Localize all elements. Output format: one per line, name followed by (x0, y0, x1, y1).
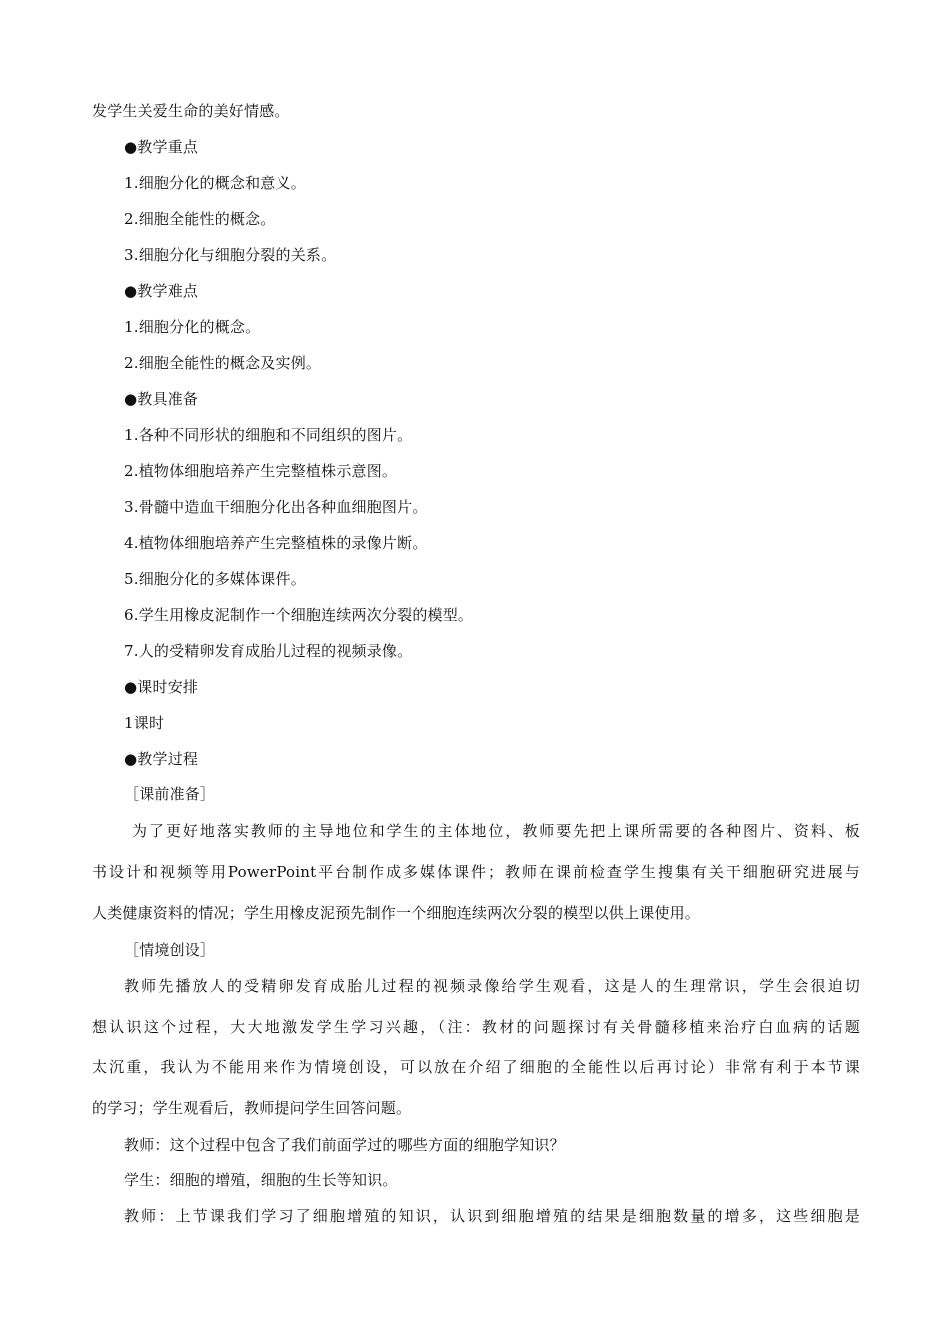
paragraph-line: 人类健康资料的情况；学生用橡皮泥预先制作一个细胞连续两次分裂的模型以供上课使用。 (92, 904, 701, 922)
list-item: 5.细胞分化的多媒体课件。 (124, 570, 306, 588)
list-item: 4.植物体细胞培养产生完整植株的录像片断。 (124, 534, 428, 552)
section-heading-difficulties: ●教学难点 (124, 282, 199, 300)
section-heading-process: ●教学过程 (124, 750, 199, 768)
paragraph-line: 教师先播放人的受精卵发育成胎儿过程的视频录像给学生观看，这是人的生理常识，学生会很迫切 (124, 977, 860, 995)
paragraph-line: 为了更好地落实教师的主导地位和学生的主体地位，教师要先把上课所需要的各种图片、资料、板 (132, 822, 860, 840)
schedule-value: 1课时 (124, 714, 165, 732)
paragraph-line: 想认识这个过程，大大地激发学生学习兴趣，（注：教材的问题探讨有关骨髓移植来治疗白血病的话题 (92, 1018, 860, 1036)
paragraph-line: 的学习；学生观看后，教师提问学生回答问题。 (92, 1099, 412, 1117)
list-item: 3.细胞分化与细胞分裂的关系。 (124, 246, 337, 264)
list-item: 2.细胞全能性的概念及实例。 (124, 354, 322, 372)
list-item: 2.植物体细胞培养产生完整植株示意图。 (124, 462, 398, 480)
list-item: 6.学生用橡皮泥制作一个细胞连续两次分裂的模型。 (124, 606, 474, 624)
dialogue-teacher: 教师：这个过程中包含了我们前面学过的哪些方面的细胞学知识？ (124, 1136, 565, 1154)
section-heading-schedule: ●课时安排 (124, 678, 199, 696)
dialogue-student: 学生：细胞的增殖，细胞的生长等知识。 (124, 1171, 398, 1189)
list-item: 3.骨髓中造血干细胞分化出各种血细胞图片。 (124, 498, 428, 516)
paragraph-continuation: 发学生关爱生命的美好情感。 (92, 102, 290, 120)
list-item: 7.人的受精卵发育成胎儿过程的视频录像。 (124, 642, 413, 660)
dialogue-teacher: 教师：上节课我们学习了细胞增殖的知识，认识到细胞增殖的结果是细胞数量的增多，这些细胞是 (124, 1207, 860, 1225)
list-item: 2.细胞全能性的概念。 (124, 210, 276, 228)
paragraph-line: 书设计和视频等用PowerPoint平台制作成多媒体课件；教师在课前检查学生搜集有关干细胞研究进展与 (92, 863, 860, 881)
list-item: 1.细胞分化的概念和意义。 (124, 174, 306, 192)
subheading-scenario: ［情境创设］ (124, 941, 216, 959)
section-heading-key-points: ●教学重点 (124, 138, 199, 156)
section-heading-teaching-aids: ●教具准备 (124, 390, 199, 408)
paragraph-line: 太沉重，我认为不能用来作为情境创设，可以放在介绍了细胞的全能性以后再讨论）非常有利于本节课 (92, 1058, 860, 1076)
subheading-preparation: ［课前准备］ (124, 785, 216, 803)
list-item: 1.各种不同形状的细胞和不同组织的图片。 (124, 426, 413, 444)
list-item: 1.细胞分化的概念。 (124, 318, 261, 336)
